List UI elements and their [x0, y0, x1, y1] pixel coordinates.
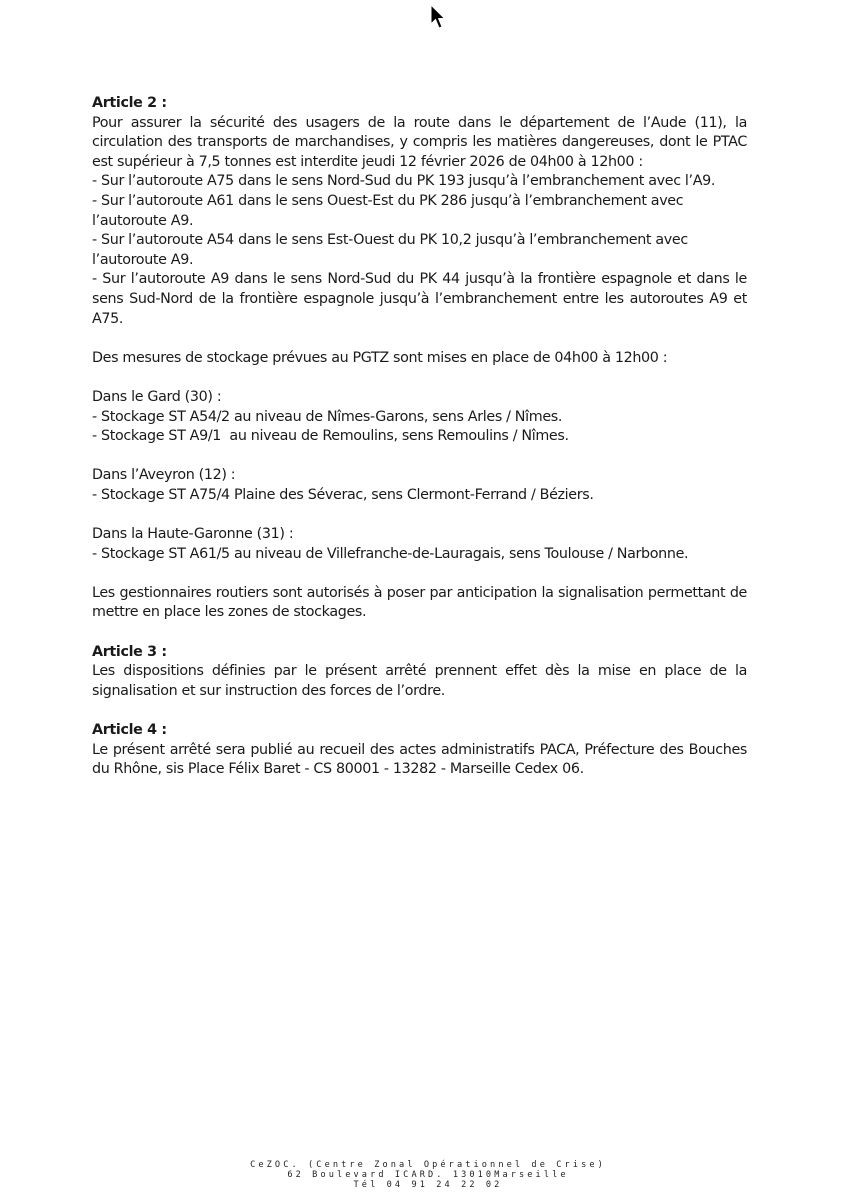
- aveyron-item: - Stockage ST A75/4 Plaine des Séverac, sens Clermont-Ferrand / Béziers.: [92, 486, 594, 503]
- footer-address: [0, 1160, 856, 1190]
- article-2-item: - Sur l’autoroute A61 dans le sens Ouest-Est du PK 286 jusqu’à l’embranchement avec l’autoroute A9.: [92, 192, 688, 229]
- article-2-intro: Pour assurer la sécurité des usagers de la route dans le département de l’Aude (11), la circulation des transports de marchandises, y compris les matières dangereuses, dont le PTAC est supérieur à 7,5 tonnes est interdite jeudi 12 février 2026 de 04h00 à 12h00 :: [92, 114, 752, 170]
- footer-line-address: 62 Boulevard ICARD. 13010Marseille: [287, 1170, 569, 1180]
- document-body: [92, 94, 752, 780]
- article-2-item: - Sur l’autoroute A75 dans le sens Nord-Sud du PK 193 jusqu’à l’embranchement avec l’A9.: [92, 173, 716, 190]
- article-2-heading: Article 2 :: [92, 95, 167, 111]
- gard-title: Dans le Gard (30) :: [92, 388, 222, 405]
- gard-item: - Stockage ST A54/2 au niveau de Nîmes-Garons, sens Arles / Nîmes.: [92, 408, 563, 425]
- stockage-intro: Des mesures de stockage prévues au PGTZ sont mises en place de 04h00 à 12h00 :: [92, 349, 668, 366]
- aveyron-title: Dans l’Aveyron (12) :: [92, 467, 236, 484]
- article-2-item: - Sur l’autoroute A9 dans le sens Nord-Sud du PK 44 jusqu’à la frontière espagnole et dans le sens Sud-Nord de la frontière espagnole jusqu’à l’embranchement entre les autoroutes A9 et A75.: [92, 271, 752, 327]
- article-4-text: Le présent arrêté sera publié au recueil des actes administratifs PACA, Préfecture des Bouches du Rhône, sis Place Félix Baret - CS 80001 - 13282 - Marseille Cedex 06.: [92, 741, 752, 778]
- article-4-heading: Article 4 :: [92, 722, 167, 738]
- footer-line-organization: CeZOC. (Centre Zonal Opérationnel de Crise): [250, 1160, 606, 1170]
- mouse-pointer-icon: [429, 4, 447, 30]
- gestionnaires-paragraph: Les gestionnaires routiers sont autorisés à poser par anticipation la signalisation permettant de mettre en place les zones de stockages.: [92, 584, 752, 621]
- article-3-text: Les dispositions définies par le présent arrêté prennent effet dès la mise en place de la signalisation et sur instruction des forces de l’ordre.: [92, 663, 752, 699]
- gard-item: - Stockage ST A9/1 au niveau de Remoulins, sens Remoulins / Nîmes.: [92, 428, 569, 445]
- haute-garonne-item: - Stockage ST A61/5 au niveau de Villefranche-de-Lauragais, sens Toulouse / Narbonne.: [92, 545, 689, 562]
- article-3-heading: Article 3 :: [92, 643, 167, 660]
- footer-line-phone: Tél 04 91 24 22 02: [353, 1180, 503, 1190]
- article-2-item: - Sur l’autoroute A54 dans le sens Est-Ouest du PK 10,2 jusqu’à l’embranchement avec l’autoroute A9.: [92, 232, 693, 268]
- haute-garonne-title: Dans la Haute-Garonne (31) :: [92, 526, 294, 543]
